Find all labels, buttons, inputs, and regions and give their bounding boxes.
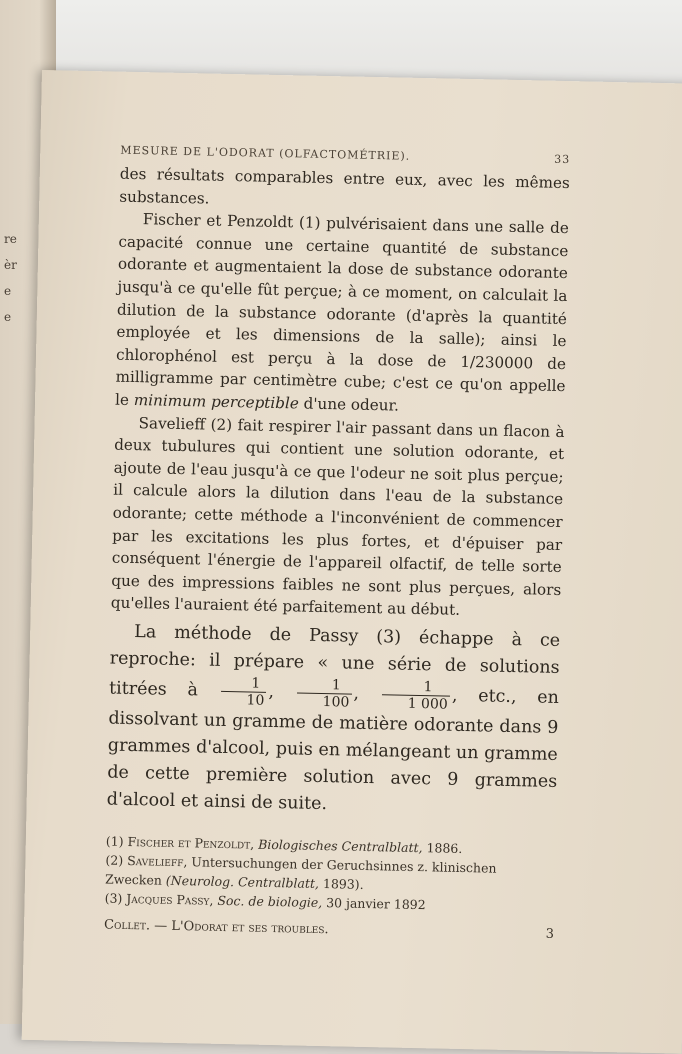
footnote-year: 1886. bbox=[426, 840, 463, 856]
paragraph-passy-text: La méthode de Passy (3) échappe à ce reproche: il prépare « une série de solutions titrées à bbox=[108, 621, 561, 701]
paragraph-passy-text-end: etc., en dissolvant un gramme de matière odorante dans 9 grammes d'alcool, puis en mélangeant un gramme de cette première solution avec 9 grammes d'alcool et ainsi de suite. bbox=[106, 686, 560, 815]
paragraph-passy: La méthode de Passy (3) échappe à ce reproche: il prépare « une série de solutions titrées à $\frac{1}{10}$ , $\frac{1}{100}$ , $\frac{1}{1 000}$ , etc., en dissolvant un gramme de matière odorante dans 9 grammes d'alcool, puis en mélangeant un gramme de cette première solution avec 9 grammes d'alcool et ainsi de suite. bbox=[106, 621, 561, 815]
paragraph-savelieff: Savelieff (2) fait respirer l'air passant dans un flacon à deux tubulures qui contient une solution odorante, et ajoute de l'eau jusqu'à ce que l'odeur ne soit plus perçue; il calcule alors la dilution dans l'eau de la substance odorante; cette méthode a l'inconvénient de commencer par les excitations les plus fortes, et d'épuiser par conséquent l'énergie de l'appareil olfactif, de telle sorte que des impressions faibles ne sont plus perçues, alors qu'elles l'auraient été parfaitement au début. bbox=[110, 413, 565, 620]
fraction bbox=[381, 678, 450, 712]
footnotes bbox=[104, 831, 555, 916]
page-number: 33 bbox=[554, 152, 571, 167]
prev-page-fragment: e bbox=[4, 310, 12, 324]
footnote-authors: Jacques Passy, bbox=[126, 890, 214, 908]
paragraph-fischer-end: d'une odeur. bbox=[303, 394, 400, 415]
footer-signature: Collet. — L'Odorat et ses troubles. bbox=[103, 917, 329, 938]
fraction-denominator: 100 bbox=[322, 693, 350, 711]
book-page bbox=[22, 70, 682, 1054]
footnote-source: Biologisches Centralblatt, bbox=[258, 836, 423, 856]
footnote-source: Soc. de biologie, bbox=[217, 892, 323, 910]
sheet-number: 3 bbox=[545, 926, 555, 942]
footnote-year: 1893). bbox=[322, 875, 364, 892]
running-head-title: MESURE DE L'ODORAT (OLFACTOMÉTRIE). bbox=[120, 143, 411, 163]
running-head bbox=[120, 144, 570, 166]
paragraph-fischer-text: Fischer et Penzoldt (1) pulvérisaient dans une salle de capacité connue une certaine quantité de substance odorante et augmentaient la dose de substance odorante jusqu'à ce qu'elle fût perçue; à ce moment, on calculait la dilution de la substance odorante (d'après la quantité employée et les dimensions de la salle); ainsi le chlorophénol est perçu à la dose de 1/230000 de milligramme par centimètre cube; c'est ce qu'on appelle le bbox=[114, 210, 569, 409]
prev-page-fragment: èr bbox=[4, 258, 17, 272]
prev-page-fragment: re bbox=[4, 232, 17, 246]
fraction-denominator: 1 000 bbox=[407, 695, 448, 713]
body-text bbox=[111, 163, 570, 624]
fraction-numerator: 1 bbox=[297, 676, 352, 694]
paragraph-continued: des résultats comparables entre eux, avec les mêmes substances. bbox=[119, 164, 570, 208]
footnote-text: Untersuchungen der Geruchsinnes z. klinischen Zwecken bbox=[104, 854, 497, 888]
body-text-passy bbox=[106, 618, 560, 822]
footnote-mark: (1) bbox=[105, 833, 124, 849]
fraction bbox=[220, 675, 267, 709]
fraction bbox=[296, 676, 351, 710]
page-footer bbox=[104, 917, 554, 941]
footnote-mark: (3) bbox=[104, 890, 123, 906]
footnote-year: 30 janvier 1892 bbox=[326, 895, 426, 913]
prev-page-fragment: e bbox=[4, 284, 12, 298]
page-text-block bbox=[104, 144, 570, 942]
italic-term: minimum perceptible bbox=[133, 390, 299, 413]
footnote-authors: Fischer et Penzoldt, bbox=[127, 833, 255, 852]
fraction-numerator: 1 bbox=[382, 678, 450, 696]
footnote-mark: (2) bbox=[105, 852, 124, 868]
footnote-source: (Neurolog. Centralblatt, bbox=[165, 872, 320, 891]
footnote-authors: Savelieff, bbox=[127, 852, 188, 870]
fraction-numerator: 1 bbox=[221, 675, 267, 693]
paragraph-fischer bbox=[115, 208, 569, 421]
fraction-denominator: 10 bbox=[246, 692, 265, 709]
